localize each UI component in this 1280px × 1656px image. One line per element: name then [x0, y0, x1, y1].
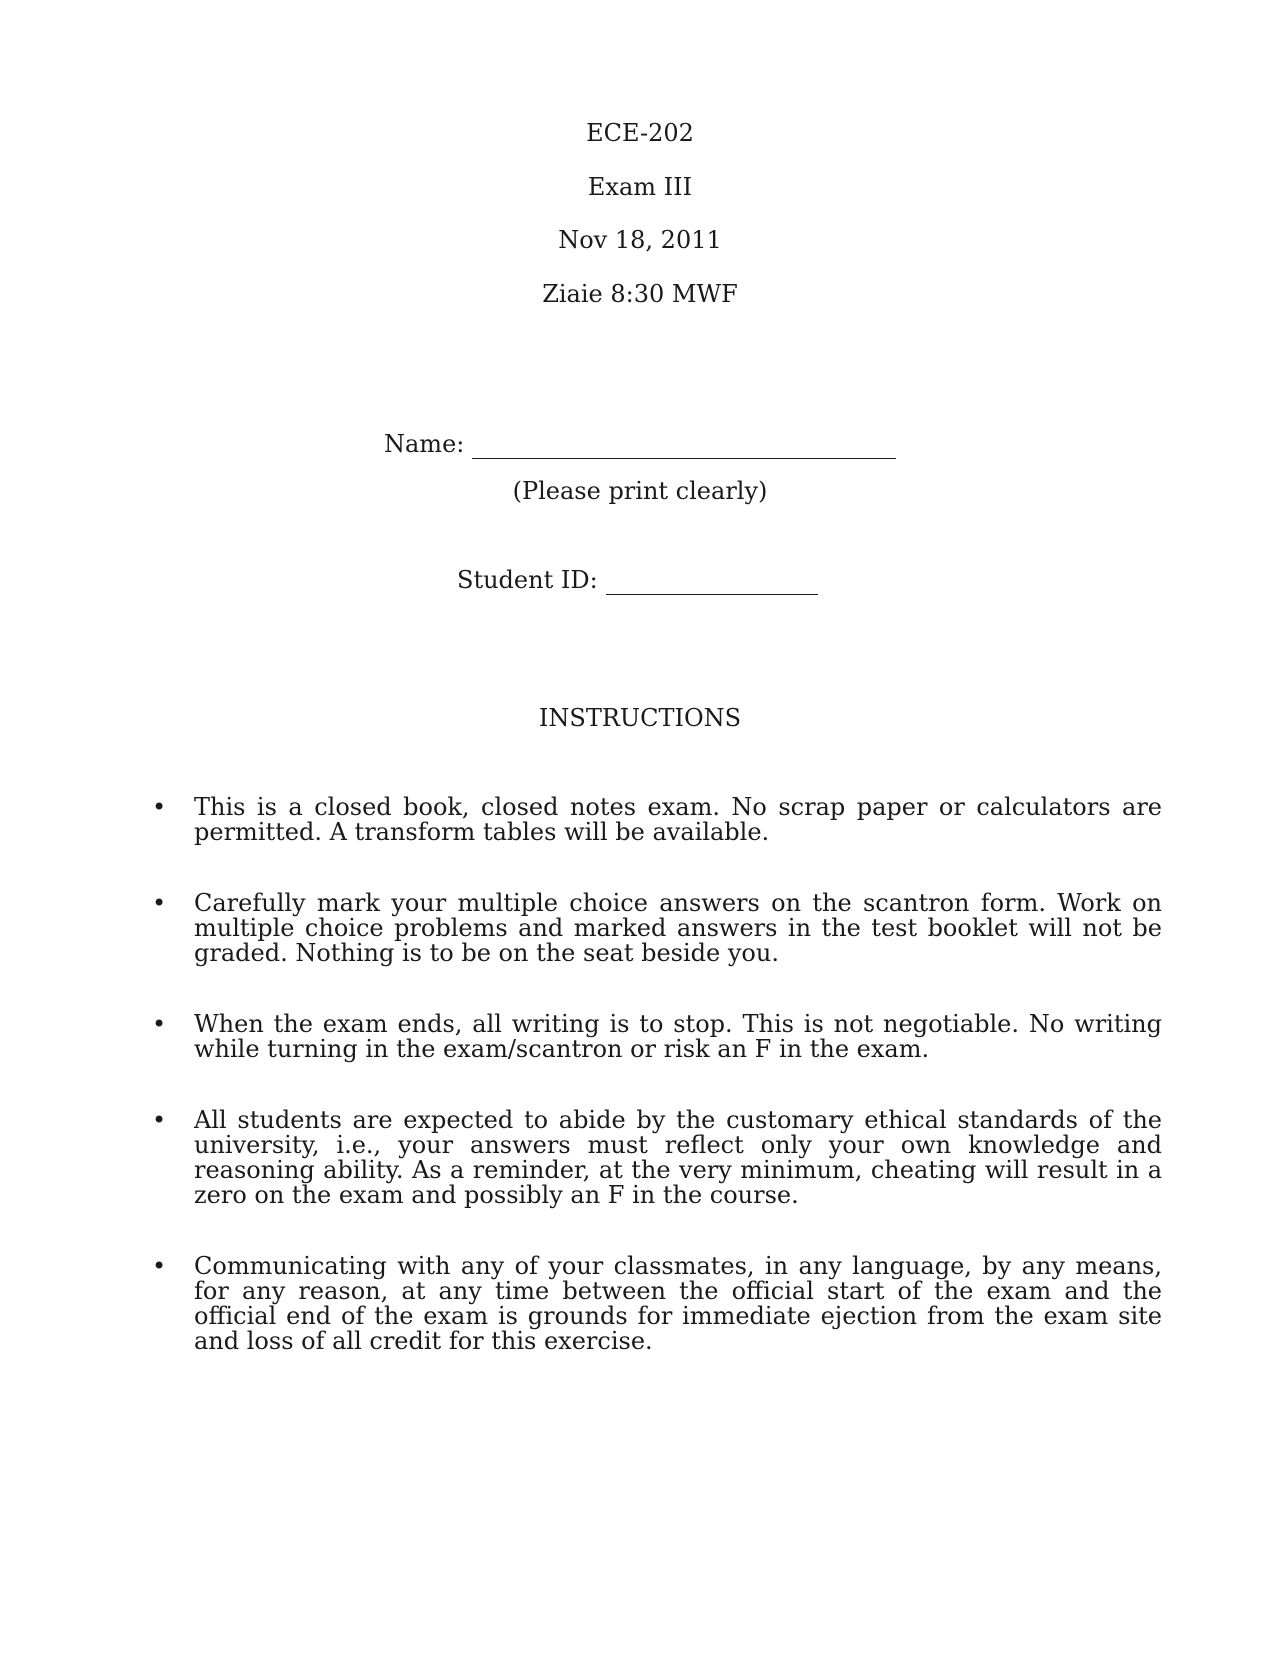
instruction-item — [152, 1108, 1162, 1208]
bullet-icon: • — [152, 1106, 167, 1134]
name-field — [384, 429, 896, 459]
bullet-icon: • — [152, 889, 167, 917]
instruction-text: This is a closed book, closed notes exam. No scrap paper or calculators are permitted. A transform tables will be available. — [194, 793, 1162, 846]
instructions-heading: INSTRUCTIONS — [538, 704, 742, 732]
student-id-label: Student ID: — [457, 566, 598, 594]
instruction-item — [152, 1012, 1162, 1062]
name-note: (Please print clearly) — [512, 477, 768, 505]
bullet-icon: • — [152, 793, 167, 821]
course-code: ECE-202 — [586, 119, 694, 147]
instruction-text: Carefully mark your multiple choice answers on the scantron form. Work on multiple choice problems and marked answers in the test booklet will not be graded. Nothing is to be on the seat beside you. — [194, 889, 1162, 967]
instruction-text: When the exam ends, all writing is to stop. This is not negotiable. No writing while turning in the exam/scantron or risk an F in the exam. — [194, 1010, 1162, 1063]
bullet-icon: • — [152, 1252, 167, 1280]
bullet-icon: • — [152, 1010, 167, 1038]
name-label: Name: — [384, 430, 465, 458]
instructor-section: Ziaie 8:30 MWF — [542, 280, 738, 308]
instruction-item — [152, 1254, 1162, 1354]
student-id-blank[interactable] — [606, 572, 818, 595]
name-blank[interactable] — [472, 436, 896, 459]
instruction-item — [152, 795, 1162, 845]
student-id-field — [457, 565, 818, 595]
instruction-item — [152, 891, 1162, 966]
exam-title: Exam III — [587, 173, 693, 201]
exam-date: Nov 18, 2011 — [558, 226, 722, 254]
instruction-text: All students are expected to abide by the customary ethical standards of the university, i.e., your answers must reflect only your own knowledge and reasoning ability. As a reminder, at the very minimum, cheating will result in a zero on the exam and possibly an F in the course. — [194, 1106, 1162, 1209]
instructions-list — [152, 795, 1162, 1400]
instruction-text: Communicating with any of your classmates, in any language, by any means, for any reason, at any time between the official start of the exam and the official end of the exam is grounds for immediate ejection from the exam site and loss of all credit for this exercise. — [194, 1252, 1162, 1355]
